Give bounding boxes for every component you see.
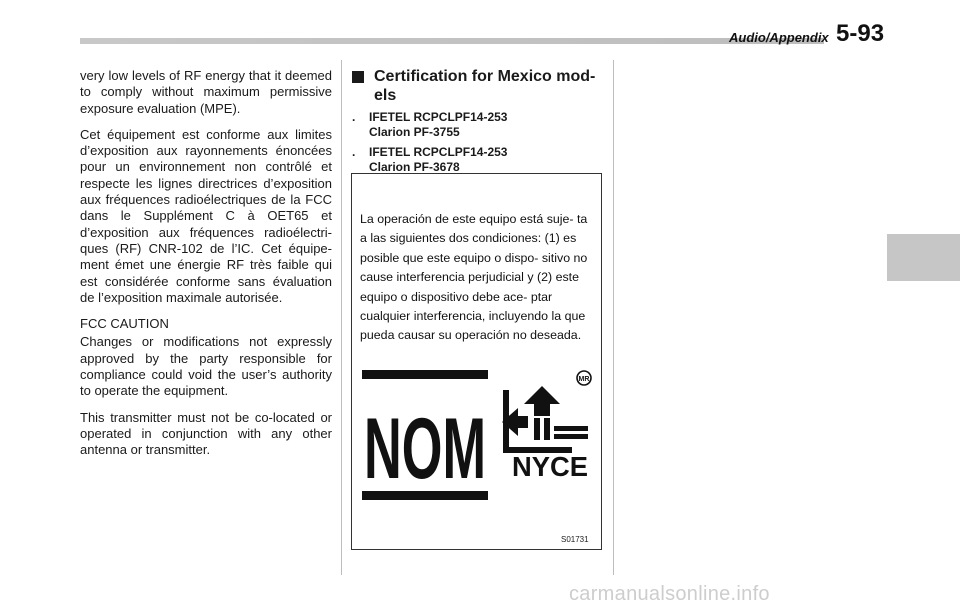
list-item [352,110,607,140]
section-square-icon [352,71,364,83]
chapter-side-tab [887,234,960,281]
left-column [80,68,332,469]
column-divider-right [613,60,614,575]
paragraph-transmitter-colocation: This transmitter must not be co-located or operated in conjunction with any other antenna or transmitter. [80,409,332,458]
list-item [352,145,607,175]
bullet-dot-icon: . [352,110,356,124]
watermark-text: carmanualsonline.info [569,583,770,605]
bullet-dot-icon: . [352,145,356,159]
certification-model: Clarion PF-3678 [369,160,460,174]
column-divider-left [341,60,342,575]
certification-id: IFETEL RCPCLPF14-253 [369,145,508,159]
certification-model: Clarion PF-3755 [369,125,460,139]
nyce-logo-text: NYCE [512,451,588,480]
page-number: 5-93 [836,20,885,47]
section-title: Certification for Mexico mod- els [374,68,596,104]
label-conditions-text: La operación de este equipo está suje- ta a las siguientes dos condiciones: (1) es posible que este equipo o dispo- sitivo no cause interferencia perjudicial y (2) este equipo o dispositivo debe ace- ptar cualquier interferencia, incluyendo la que pueda causar su operación no deseada. [360,212,588,343]
nyce-logo-icon [498,370,598,480]
header-bar [80,38,824,44]
paragraph-fcc-caution-heading: FCC CAUTION [80,316,169,332]
certification-list [352,110,607,180]
nom-logo-text: NOM [364,401,486,497]
paragraph-rf-energy: very low levels of RF energy that it deemed to comply without maximum permissive exposure evaluation (MPE). [80,68,332,116]
certification-id: IFETEL RCPCLPF14-253 [369,110,508,124]
paragraph-french-exposure: Cet équipement est conforme aux limites d’exposition aux rayonnements énoncées pour un environnement non contrôlé et respecte les lignes directrices d’exposition aux fréquences radioélectriques de la FCC dans le Supplément C à OET65 et d’exposition aux fréquences radioélectri- ques (RF) CNR-102 de l’IC. Cet équipe- ment émet une énergie RF très faible qui est considérée conforme sans évaluation de l’exposition maximale autorisée. [80,126,332,305]
nom-logo-icon [362,370,488,500]
certification-label-image [351,173,602,550]
paragraph-fcc-caution-body: Changes or modifications not expressly approved by the party responsible for compliance could void the user’s authority to operate the equipment. [80,334,332,399]
image-code: S01731 [561,535,589,544]
mr-mark: MR [578,376,590,383]
header-section-title: Audio/Appendix [729,30,829,45]
section-heading [352,67,607,105]
